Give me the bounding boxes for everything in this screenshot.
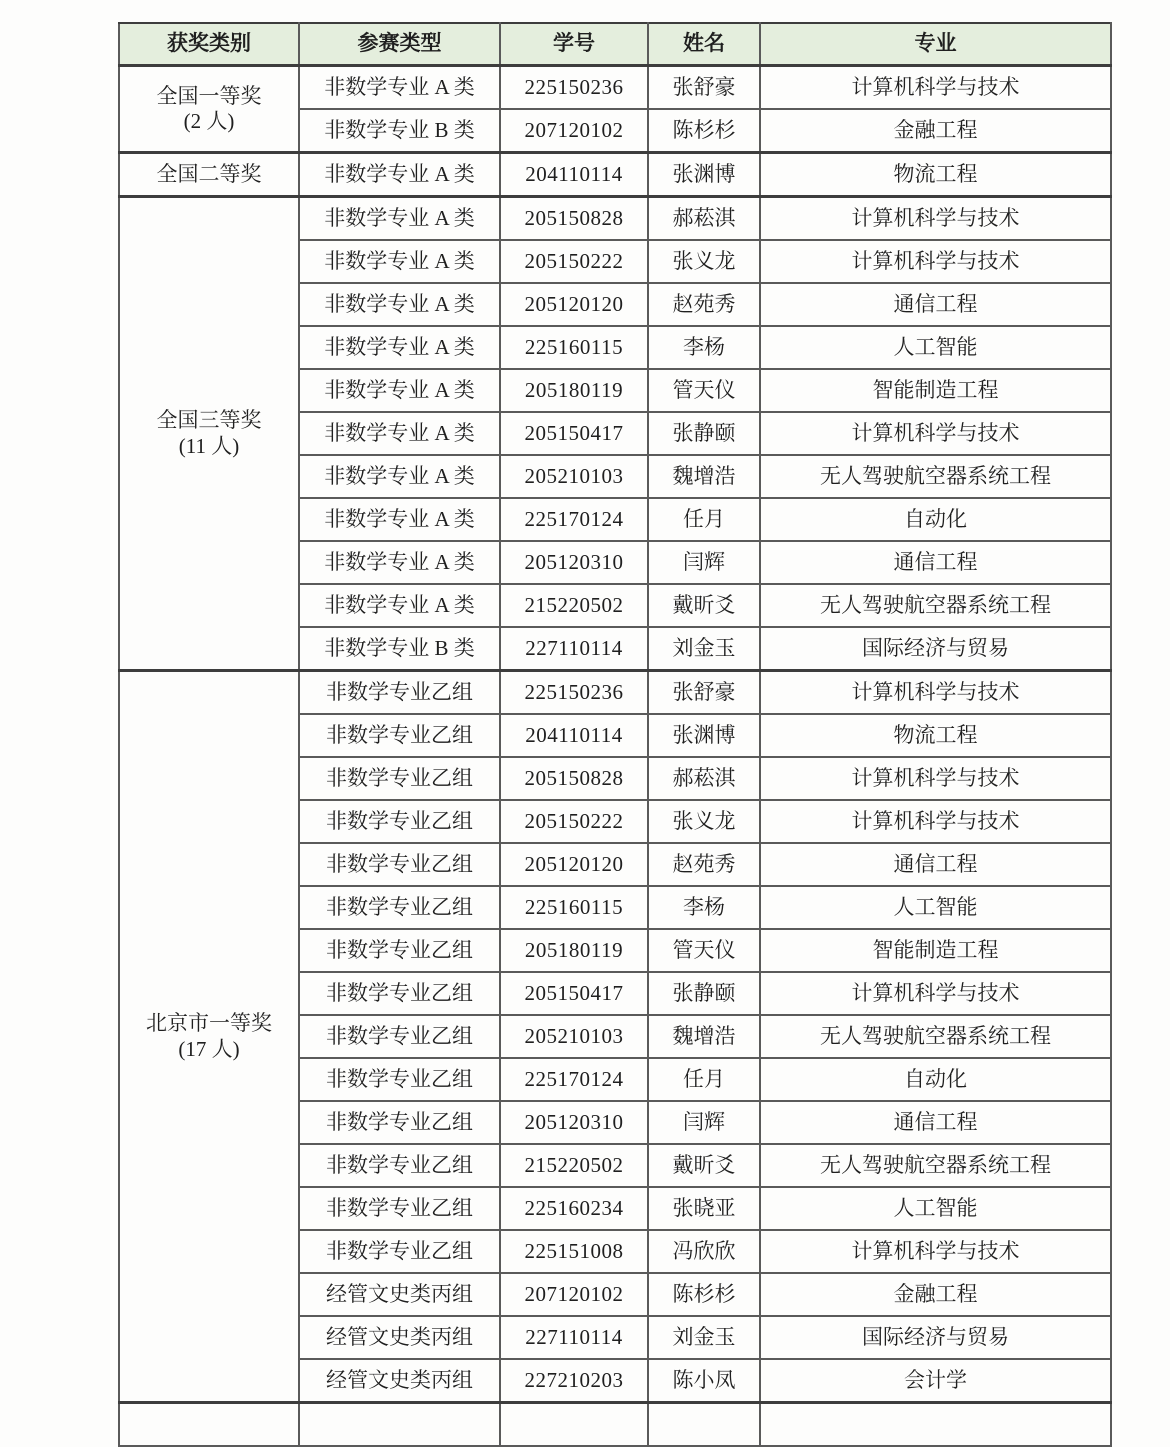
entry-type-cell: 非数学专业乙组 (299, 800, 500, 843)
student-name-cell: 李杨 (648, 886, 760, 929)
entry-type-cell: 非数学专业 A 类 (299, 455, 500, 498)
student-name-cell: 任月 (648, 1058, 760, 1101)
student-id-cell: 205210103 (500, 1015, 648, 1058)
entry-type-cell: 非数学专业乙组 (299, 886, 500, 929)
entry-type-cell: 经管文史类丙组 (299, 1316, 500, 1359)
empty-cell (119, 1403, 299, 1447)
entry-type-cell: 非数学专业乙组 (299, 1230, 500, 1273)
student-name-cell: 冯欣欣 (648, 1230, 760, 1273)
student-name-cell: 张渊博 (648, 714, 760, 757)
student-id-cell: 204110114 (500, 714, 648, 757)
student-id-cell: 205150222 (500, 240, 648, 283)
major-cell: 计算机科学与技术 (760, 800, 1111, 843)
entry-type-cell: 经管文史类丙组 (299, 1273, 500, 1316)
major-cell: 计算机科学与技术 (760, 66, 1111, 110)
header-major: 专业 (760, 23, 1111, 66)
major-cell: 人工智能 (760, 1187, 1111, 1230)
major-cell: 无人驾驶航空器系统工程 (760, 455, 1111, 498)
student-name-cell: 戴昕爻 (648, 1144, 760, 1187)
major-cell: 计算机科学与技术 (760, 240, 1111, 283)
empty-cell (500, 1403, 648, 1447)
entry-type-cell: 非数学专业乙组 (299, 972, 500, 1015)
student-name-cell: 陈杉杉 (648, 1273, 760, 1316)
awards-table-container (118, 22, 1110, 1447)
major-cell: 物流工程 (760, 153, 1111, 197)
table-row-partial (119, 1403, 1111, 1447)
student-id-cell: 227210203 (500, 1359, 648, 1403)
student-id-cell: 205210103 (500, 455, 648, 498)
student-name-cell: 管天仪 (648, 369, 760, 412)
award-category-cell (119, 66, 299, 153)
student-name-cell: 张义龙 (648, 800, 760, 843)
major-cell: 无人驾驶航空器系统工程 (760, 1144, 1111, 1187)
student-name-cell: 张舒豪 (648, 671, 760, 715)
empty-cell (760, 1403, 1111, 1447)
student-id-cell: 227110114 (500, 627, 648, 671)
major-cell: 金融工程 (760, 1273, 1111, 1316)
student-name-cell: 郝菘淇 (648, 197, 760, 241)
student-id-cell: 215220502 (500, 584, 648, 627)
student-id-cell: 205120120 (500, 283, 648, 326)
major-cell: 智能制造工程 (760, 369, 1111, 412)
student-id-cell: 225150236 (500, 671, 648, 715)
student-id-cell: 205120310 (500, 541, 648, 584)
award-category-name: 全国一等奖 (156, 83, 262, 108)
entry-type-cell: 非数学专业 A 类 (299, 498, 500, 541)
major-cell: 计算机科学与技术 (760, 671, 1111, 715)
student-name-cell: 闫辉 (648, 1101, 760, 1144)
award-category-count: (2 人) (183, 109, 235, 133)
student-id-cell: 225160115 (500, 326, 648, 369)
entry-type-cell: 非数学专业乙组 (299, 714, 500, 757)
header-student-name: 姓名 (648, 23, 760, 66)
major-cell: 通信工程 (760, 541, 1111, 584)
entry-type-cell: 非数学专业 A 类 (299, 240, 500, 283)
student-id-cell: 225170124 (500, 498, 648, 541)
student-id-cell: 225150236 (500, 66, 648, 110)
major-cell: 人工智能 (760, 886, 1111, 929)
major-cell: 计算机科学与技术 (760, 412, 1111, 455)
major-cell: 计算机科学与技术 (760, 757, 1111, 800)
entry-type-cell: 非数学专业乙组 (299, 929, 500, 972)
student-id-cell: 205180119 (500, 929, 648, 972)
student-name-cell: 戴昕爻 (648, 584, 760, 627)
table-header (119, 23, 1111, 66)
student-name-cell: 张舒豪 (648, 66, 760, 110)
entry-type-cell: 非数学专业 A 类 (299, 66, 500, 110)
entry-type-cell: 非数学专业 A 类 (299, 283, 500, 326)
entry-type-cell: 非数学专业乙组 (299, 1101, 500, 1144)
student-name-cell: 张渊博 (648, 153, 760, 197)
entry-type-cell: 非数学专业 B 类 (299, 109, 500, 153)
student-name-cell: 任月 (648, 498, 760, 541)
entry-type-cell: 非数学专业乙组 (299, 1015, 500, 1058)
major-cell: 国际经济与贸易 (760, 627, 1111, 671)
major-cell: 金融工程 (760, 109, 1111, 153)
student-id-cell: 205180119 (500, 369, 648, 412)
student-id-cell: 225160234 (500, 1187, 648, 1230)
entry-type-cell: 非数学专业 A 类 (299, 326, 500, 369)
major-cell: 计算机科学与技术 (760, 1230, 1111, 1273)
entry-type-cell: 非数学专业 A 类 (299, 541, 500, 584)
header-student-id: 学号 (500, 23, 648, 66)
student-name-cell: 张义龙 (648, 240, 760, 283)
major-cell: 计算机科学与技术 (760, 197, 1111, 241)
major-cell: 无人驾驶航空器系统工程 (760, 584, 1111, 627)
awards-table (118, 22, 1112, 1447)
entry-type-cell: 非数学专业乙组 (299, 757, 500, 800)
major-cell: 人工智能 (760, 326, 1111, 369)
student-name-cell: 郝菘淇 (648, 757, 760, 800)
student-id-cell: 205120310 (500, 1101, 648, 1144)
student-name-cell: 刘金玉 (648, 627, 760, 671)
entry-type-cell: 非数学专业乙组 (299, 843, 500, 886)
entry-type-cell: 非数学专业 A 类 (299, 369, 500, 412)
entry-type-cell: 非数学专业乙组 (299, 1187, 500, 1230)
award-category-name: 全国二等奖 (156, 161, 262, 186)
student-id-cell: 204110114 (500, 153, 648, 197)
header-entry-type: 参赛类型 (299, 23, 500, 66)
entry-type-cell: 非数学专业 A 类 (299, 412, 500, 455)
major-cell: 国际经济与贸易 (760, 1316, 1111, 1359)
header-row (119, 23, 1111, 66)
student-name-cell: 陈杉杉 (648, 109, 760, 153)
student-name-cell: 刘金玉 (648, 1316, 760, 1359)
student-name-cell: 管天仪 (648, 929, 760, 972)
empty-cell (648, 1403, 760, 1447)
entry-type-cell: 非数学专业乙组 (299, 671, 500, 715)
student-id-cell: 207120102 (500, 1273, 648, 1316)
award-category-cell (119, 153, 299, 197)
major-cell: 自动化 (760, 1058, 1111, 1101)
header-award-category: 获奖类别 (119, 23, 299, 66)
major-cell: 会计学 (760, 1359, 1111, 1403)
major-cell: 无人驾驶航空器系统工程 (760, 1015, 1111, 1058)
student-id-cell: 205150417 (500, 972, 648, 1015)
entry-type-cell: 非数学专业 A 类 (299, 153, 500, 197)
student-id-cell: 225151008 (500, 1230, 648, 1273)
student-id-cell: 215220502 (500, 1144, 648, 1187)
student-name-cell: 闫辉 (648, 541, 760, 584)
award-category-count: (17 人) (178, 1036, 240, 1061)
student-name-cell: 张静颐 (648, 412, 760, 455)
student-name-cell: 李杨 (648, 326, 760, 369)
student-name-cell: 张晓亚 (648, 1187, 760, 1230)
table-row (119, 197, 1111, 241)
entry-type-cell: 非数学专业 B 类 (299, 627, 500, 671)
student-name-cell: 张静颐 (648, 972, 760, 1015)
student-id-cell: 205150828 (500, 757, 648, 800)
major-cell: 自动化 (760, 498, 1111, 541)
award-category-cell (119, 671, 299, 1403)
major-cell: 通信工程 (760, 1101, 1111, 1144)
student-name-cell: 陈小凤 (648, 1359, 760, 1403)
major-cell: 智能制造工程 (760, 929, 1111, 972)
student-id-cell: 205120120 (500, 843, 648, 886)
major-cell: 通信工程 (760, 283, 1111, 326)
major-cell: 计算机科学与技术 (760, 972, 1111, 1015)
table-row (119, 671, 1111, 715)
table-body (119, 66, 1111, 1447)
entry-type-cell: 非数学专业乙组 (299, 1058, 500, 1101)
empty-cell (299, 1403, 500, 1447)
award-category-name: 全国三等奖 (156, 408, 262, 433)
student-id-cell: 227110114 (500, 1316, 648, 1359)
entry-type-cell: 经管文史类丙组 (299, 1359, 500, 1403)
entry-type-cell: 非数学专业 A 类 (299, 584, 500, 627)
student-name-cell: 赵苑秀 (648, 843, 760, 886)
entry-type-cell: 非数学专业 A 类 (299, 197, 500, 241)
student-id-cell: 205150417 (500, 412, 648, 455)
student-name-cell: 魏增浩 (648, 1015, 760, 1058)
student-name-cell: 赵苑秀 (648, 283, 760, 326)
student-id-cell: 207120102 (500, 109, 648, 153)
student-id-cell: 225160115 (500, 886, 648, 929)
major-cell: 物流工程 (760, 714, 1111, 757)
student-id-cell: 205150222 (500, 800, 648, 843)
table-row (119, 66, 1111, 110)
award-category-cell (119, 197, 299, 671)
student-name-cell: 魏增浩 (648, 455, 760, 498)
award-category-count: (11 人) (178, 433, 240, 458)
major-cell: 通信工程 (760, 843, 1111, 886)
award-category-name: 北京市一等奖 (146, 1011, 272, 1036)
table-row (119, 153, 1111, 197)
student-id-cell: 225170124 (500, 1058, 648, 1101)
entry-type-cell: 非数学专业乙组 (299, 1144, 500, 1187)
student-id-cell: 205150828 (500, 197, 648, 241)
